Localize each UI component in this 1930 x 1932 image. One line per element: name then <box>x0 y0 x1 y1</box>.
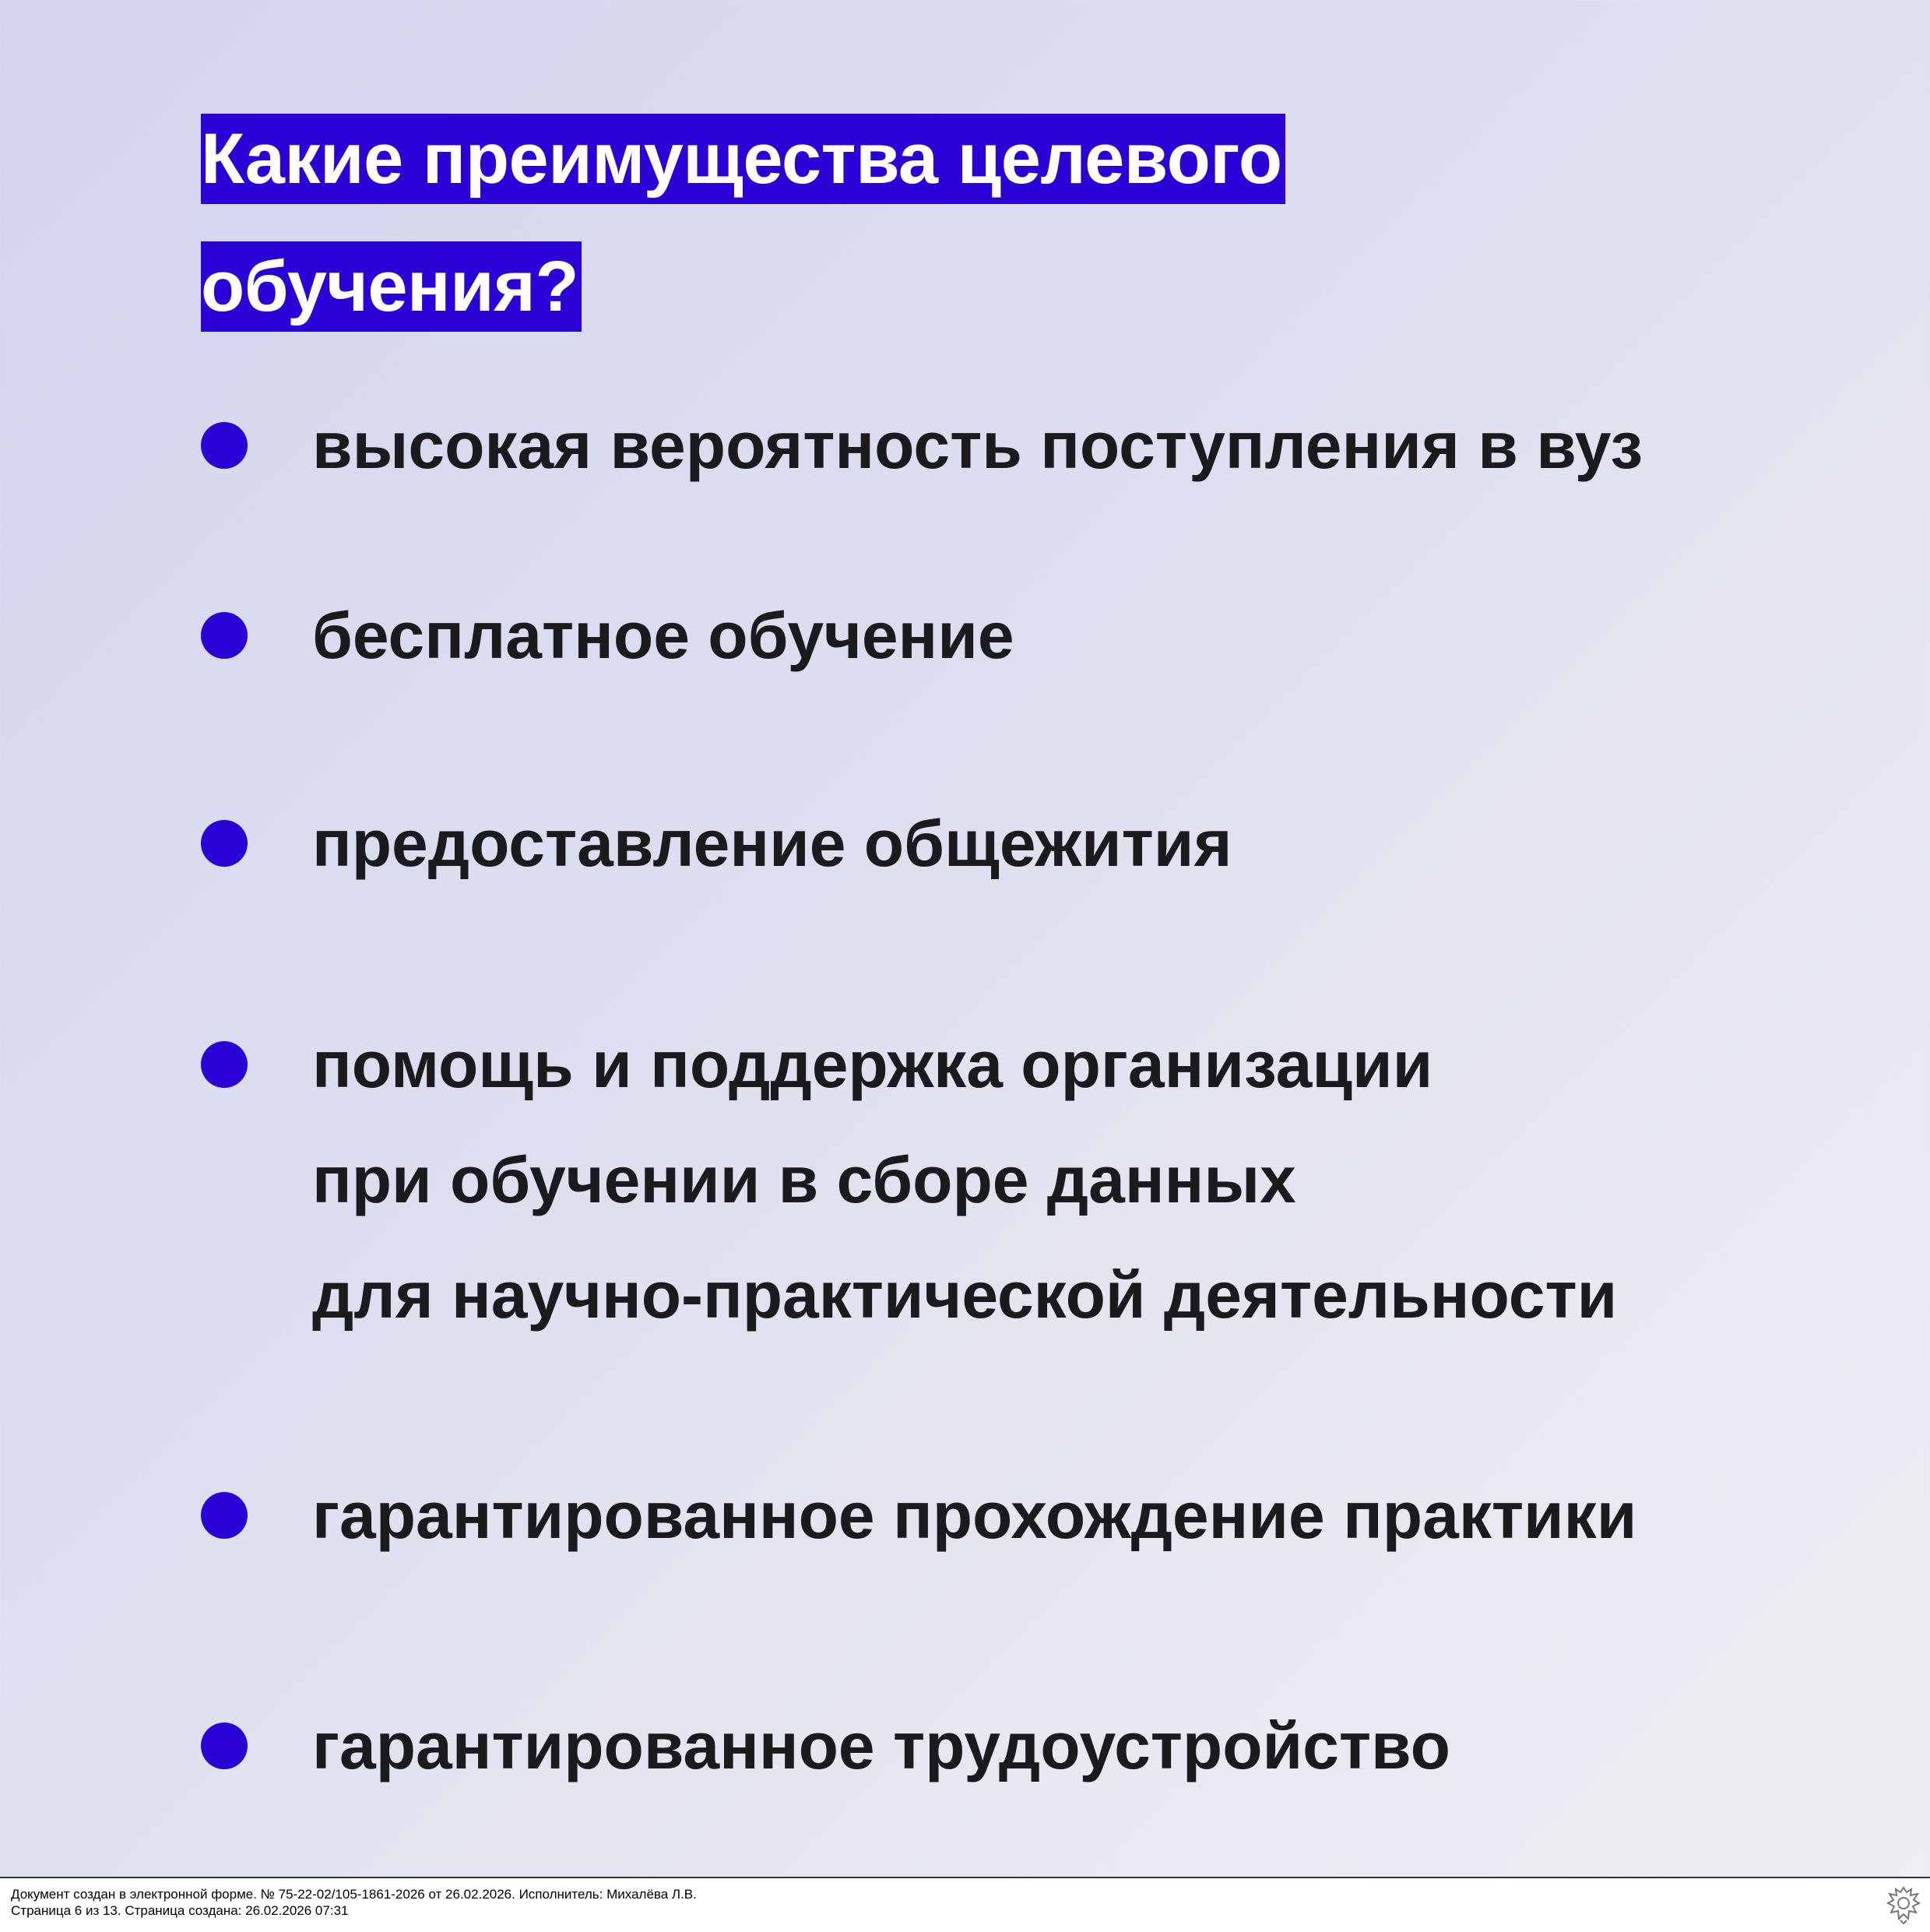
list-item-line: гарантированное трудоустройство <box>312 1709 1450 1782</box>
list-item-text <box>312 1688 1450 1804</box>
list-item-line: высокая вероятность поступления в вуз <box>312 409 1643 482</box>
footer-line-2: Страница 6 из 13. Страница создана: 26.02.2026 07:31 <box>11 1903 349 1918</box>
list-item-line: для научно-практической деятельности <box>312 1258 1618 1332</box>
title-line-2: обучения? <box>201 241 582 332</box>
list-item-text <box>312 1458 1636 1573</box>
bullet-icon <box>201 612 248 659</box>
list-item-line: бесплатное обучение <box>312 599 1014 672</box>
coat-of-arms-icon <box>1885 1884 1922 1925</box>
list-item-text <box>312 1007 1617 1353</box>
list-item-text <box>312 578 1014 693</box>
title-line-1: Какие преимущества целевого <box>201 114 1285 204</box>
bullet-icon <box>201 1492 248 1539</box>
list-item-line: гарантированное прохождение практики <box>312 1479 1637 1552</box>
list-item-line: помощь и поддержка организации <box>312 1028 1433 1101</box>
list-item-text <box>312 388 1643 503</box>
list-item-line: при обучении в сборе данных <box>312 1143 1296 1216</box>
bullet-icon <box>201 422 248 469</box>
document-footer <box>0 1877 1930 1932</box>
list-item-text <box>312 786 1232 901</box>
bullet-icon <box>201 1041 248 1088</box>
footer-text <box>11 1886 697 1919</box>
footer-line-1: Документ создан в электронной форме. № 75-22-02/105-1861-2026 от 26.02.2026. Исполнитель: Михалёва Л.В. <box>11 1887 697 1902</box>
list-item-line: предоставление общежития <box>312 807 1232 880</box>
bullet-icon <box>201 820 248 867</box>
bullet-icon <box>201 1723 248 1769</box>
